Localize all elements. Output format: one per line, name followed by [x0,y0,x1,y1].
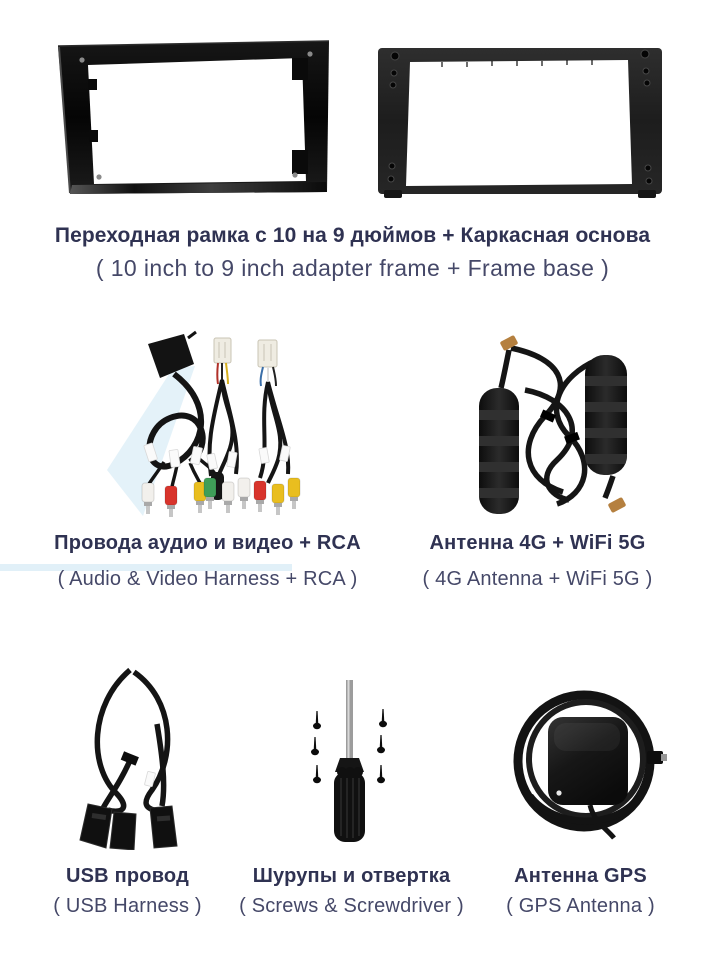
av-harness-caption-ru: Провода аудио и видео + RCA [54,532,361,554]
antenna-4g-caption-en: ( 4G Antenna + WiFi 5G ) [422,568,653,590]
gps-antenna-photo [502,680,667,843]
usb-caption-ru: USB провод [66,865,189,887]
antenna-4g-caption-ru: Антенна 4G + WiFi 5G [429,532,646,554]
frame-base-photo [372,40,678,200]
usb-harness-photo [62,664,212,850]
frames-caption-ru: Переходная рамка с 10 на 9 дюймов + Каркасная основа [54,224,651,247]
frames-caption-en: ( 10 inch to 9 inch adapter frame + Frame base ) [95,255,610,281]
usb-caption-en: ( USB Harness ) [53,895,202,917]
4g-wifi-antenna-photo [465,330,640,522]
gps-caption-ru: Антенна GPS [514,865,647,887]
gps-caption-en: ( GPS Antenna ) [506,895,655,917]
av-harness-caption-en: ( Audio & Video Harness + RCA ) [57,568,358,590]
av-harness-rca-photo [118,330,323,525]
screws-screwdriver-photo [300,680,400,844]
adapter-frame-photo [38,34,356,198]
screws-caption-ru: Шурупы и отвертка [252,865,451,887]
screws-caption-en: ( Screws & Screwdriver ) [239,895,464,917]
